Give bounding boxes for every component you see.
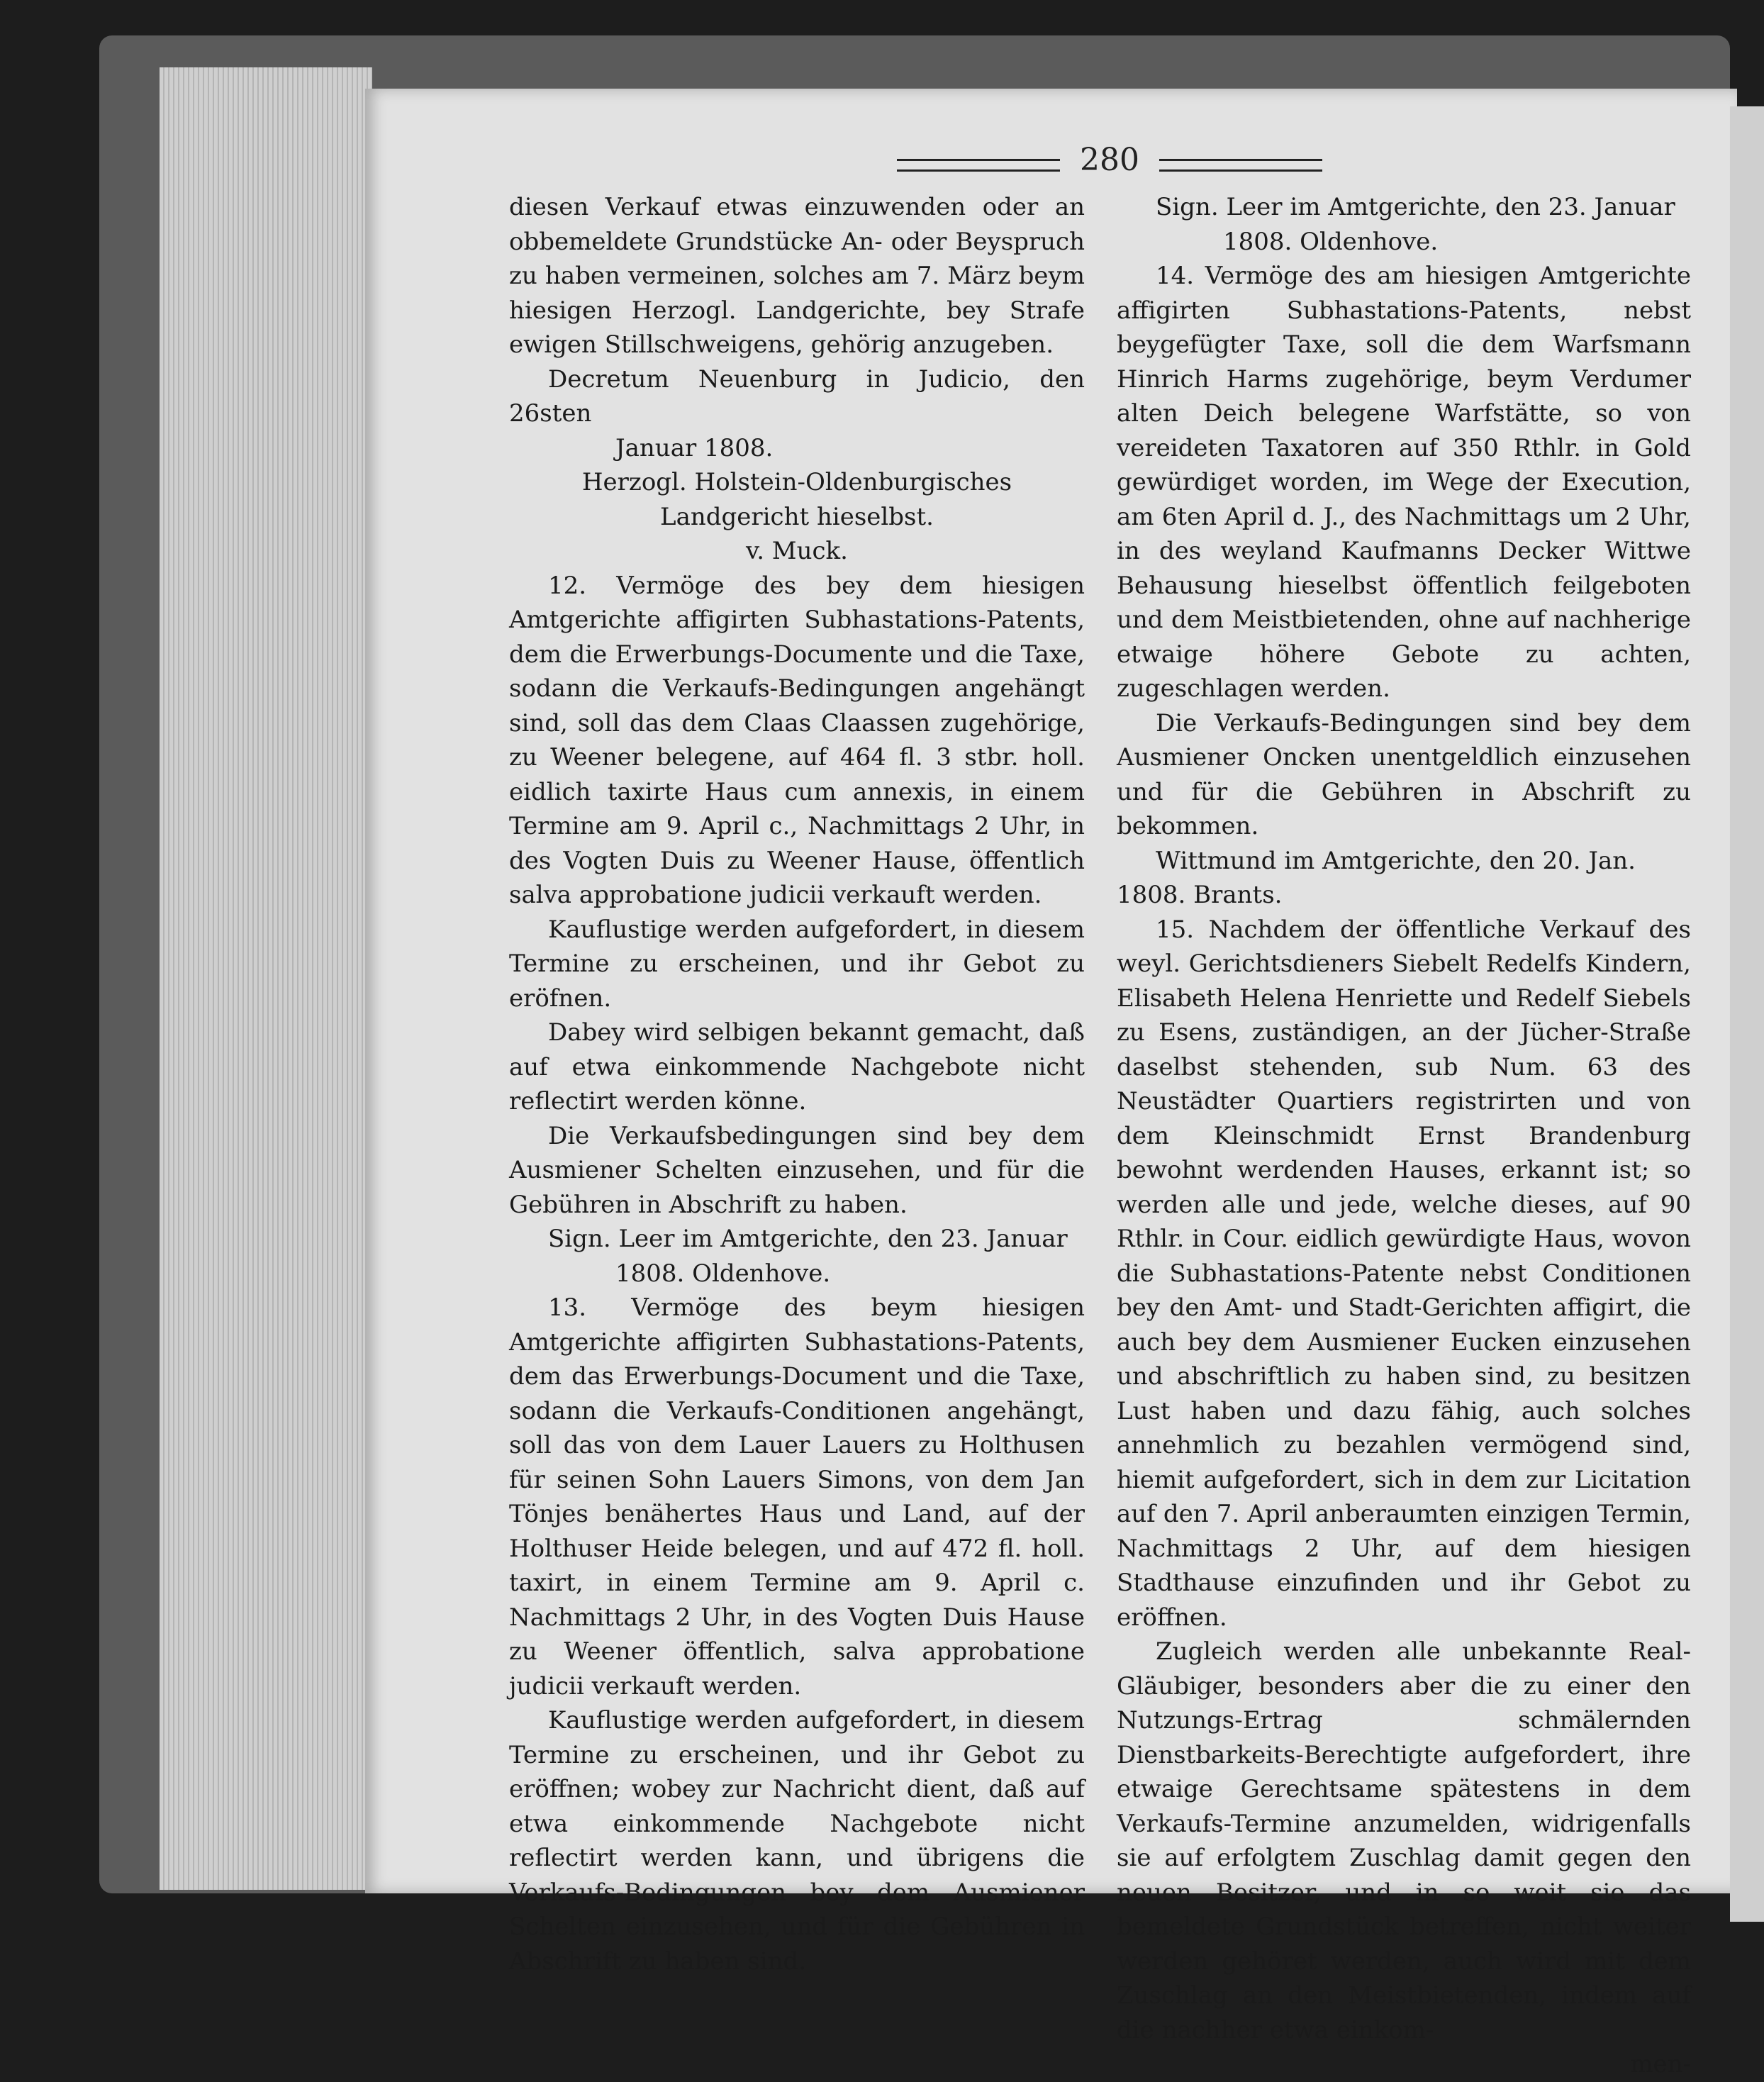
paragraph: 1808. Brants.: [1117, 881, 1283, 909]
paragraph: 1808. Oldenhove.: [615, 1259, 831, 1288]
page-edges: [160, 67, 372, 1890]
paragraph: men-: [1630, 2050, 1691, 2078]
paragraph: Wittmund im Amtgerichte, den 20. Jan.: [1156, 846, 1636, 875]
paragraph: Herzogl. Holstein-Oldenburgisches Landgericht hieselbst.: [581, 468, 1012, 531]
paragraph: diesen Verkauf etwas einzuwenden oder an obbemeldete Grundstücke An- oder Beyspruch zu haben vermeinen, solches am 7. März beym hiesigen Herzogl. Landgerichte, bey Strafe ewigen Stillschweigens, gehörig anzugeben.: [509, 193, 1085, 359]
paragraph: v. Muck.: [746, 537, 848, 565]
paragraph: 12. Vermöge des bey dem hiesigen Amtgerichte affigirten Subhastations-Patents, dem die Erwerbungs-Documente und die Taxe, sodann die Verkaufs-Bedingungen angehängt sind, soll das dem Claas Claassen zugehörige, zu Weener belegene, auf 464 fl. 3 stbr. holl. eidlich taxirte Haus cum annexis, in einem Termine am 9. April c., Nachmittags 2 Uhr, in des Vogten Duis zu Weener Hause, öffentlich salva approbatione judicii verkauft werden.: [509, 571, 1085, 909]
paragraph: 14. Vermöge des am hiesigen Amtgerichte affigirten Subhastations-Patents, nebst beygefügter Taxe, soll die dem Warfsmann Hinrich Harms zugehörige, beym Verdumer alten Deich belegene Warfstätte, so von vereideten Taxatoren auf 350 Rthlr. in Gold gewürdiget worden, im Wege der Execution, am 6ten April d. J., des Nachmittags um 2 Uhr, in des weyland Kaufmanns Decker Wittwe Behausung hieselbst öffentlich feilgeboten und dem Meistbietenden, ohne auf nachherige etwaige höhere Gebote zu achten, zugeschlagen werden.: [1117, 262, 1691, 703]
page-header: [897, 142, 1322, 184]
right-text-column: [1117, 190, 1691, 2082]
paragraph: Sign. Leer im Amtgerichte, den 23. Januar: [1156, 193, 1675, 221]
paragraph: Sign. Leer im Amtgerichte, den 23. Januar: [548, 1225, 1068, 1253]
header-rule-right: [1159, 159, 1322, 172]
paragraph: Die Verkaufsbedingungen sind bey dem Ausmiener Schelten einzusehen, und für die Gebühren in Abschrift zu haben.: [509, 1121, 1085, 1219]
paragraph: Kauflustige werden aufgefordert, in diesem Termine zu erscheinen, und ihr Gebot zu eröffnen; wobey zur Nachricht dient, daß auf etwa einkommende Nachgebote nicht reflectirt werden kann, und übrigens die Verkaufs-Bedingungen bey dem Ausmiener Schelten einzusehen, und für die Gebühren in Abschrift zu haben sind.: [509, 1706, 1085, 1976]
paragraph: Decretum Neuenburg in Judicio, den 26sten: [509, 364, 1085, 428]
paragraph: Januar 1808.: [615, 433, 774, 462]
paragraph: Dabey wird selbigen bekannt gemacht, daß auf etwa einkommende Nachgebote nicht reflectirt werden könne.: [509, 1018, 1085, 1115]
paragraph: 1808. Oldenhove.: [1223, 227, 1439, 256]
paragraph: 13. Vermöge des beym hiesigen Amtgerichte affigirten Subhastations-Patents, dem das Erwerbungs-Document und die Taxe, sodann die Verkaufs-Conditionen angehängt, soll das von dem Lauer Lauers zu Holthusen für seinen Sohn Lauers Simons, von dem Jan Tönjes benähertes Haus und Land, auf der Holthuser Heide belegen, und auf 472 fl. holl. taxirt, in einem Termine am 9. April c. Nachmittags 2 Uhr, in des Vogten Duis Hause zu Weener öffentlich, salva approbatione judicii verkauft werden.: [509, 1293, 1085, 1700]
facing-page-edge: [1730, 106, 1764, 1922]
page-number: 280: [1080, 142, 1139, 178]
paragraph: Kauflustige werden aufgefordert, in diesem Termine zu erscheinen, und ihr Gebot zu eröfnen.: [509, 915, 1085, 1013]
paragraph: 15. Nachdem der öffentliche Verkauf des weyl. Gerichtsdieners Siebelt Redelfs Kindern, Elisabeth Helena Henriette und Redelf Siebels zu Esens, zuständigen, an der Jücher-Straße daselbst stehenden, sub Num. 63 des Neustädter Quartiers registrirten und von dem Kleinschmidt Ernst Brandenburg bewohnt werdenden Hauses, erkannt ist; so werden alle und jede, welche dieses, auf 90 Rthlr. in Cour. eidlich gewürdigte Haus, wovon die Subhastations-Patente nebst Conditionen bey den Amt- und Stadt-Gerichten affigirt, die auch bey dem Ausmiener Eucken einzusehen und abschriftlich zu haben sind, zu besitzen Lust haben und dazu fähig, auch solches annehmlich zu bezahlen vermögend sind, hiemit aufgefordert, sich in dem zur Licitation auf den 7. April anberaumten einzigen Termin, Nachmittags 2 Uhr, auf dem hiesigen Stadthause einzufinden und ihr Gebot zu eröffnen.: [1117, 915, 1691, 1632]
left-text-column: [509, 190, 1085, 1978]
paragraph: Zugleich werden alle unbekannte Real-Gläubiger, besonders aber die zu einer den Nutzungs-Ertrag schmälernden Dienstbarkeits-Berechtigte aufgefordert, ihre etwaige Gerechtsame spätestens in dem Verkaufs-Termine anzumelden, widrigenfalls sie auf erfolgtem Zuschlag damit gegen den neuen Besitzer, und in so weit sie das bemeldete Grundstück betreffen, nicht weiter werden gehöret werden, auch wird mit dem Zuschlag an den Meistbietenden, indem auf die nachher etwa einkom-: [1117, 1637, 1691, 2044]
header-rule-left: [897, 159, 1060, 172]
paragraph: Die Verkaufs-Bedingungen sind bey dem Ausmiener Oncken unentgeldlich einzusehen und für die Gebühren in Abschrift zu bekommen.: [1117, 708, 1691, 840]
